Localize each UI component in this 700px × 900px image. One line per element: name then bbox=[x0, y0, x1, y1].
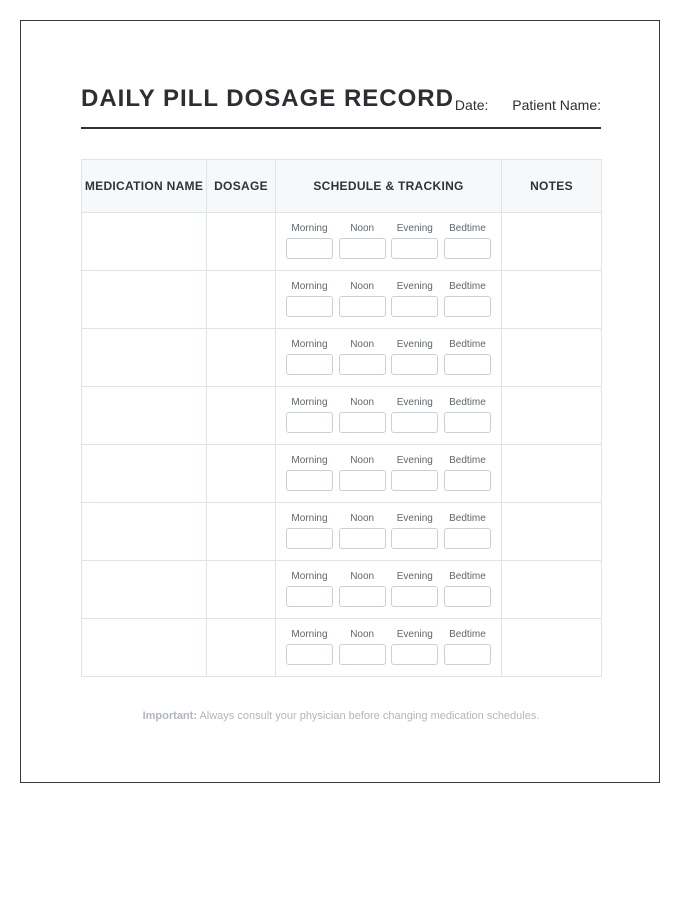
medication-name-cell[interactable] bbox=[82, 503, 207, 561]
schedule-cell bbox=[276, 329, 502, 387]
slot-label: Noon bbox=[350, 281, 375, 292]
schedule-slots bbox=[276, 213, 501, 259]
bedtime-checkbox[interactable] bbox=[444, 586, 491, 607]
important-label: Important: bbox=[142, 710, 197, 722]
morning-checkbox[interactable] bbox=[286, 412, 333, 433]
schedule-cell bbox=[276, 271, 502, 329]
table-row bbox=[82, 213, 602, 271]
morning-checkbox[interactable] bbox=[286, 470, 333, 491]
evening-checkbox[interactable] bbox=[391, 586, 438, 607]
slot-noon bbox=[339, 571, 386, 607]
notes-cell[interactable] bbox=[502, 271, 602, 329]
morning-checkbox[interactable] bbox=[286, 528, 333, 549]
schedule-slots bbox=[276, 445, 501, 491]
schedule-cell bbox=[276, 213, 502, 271]
evening-checkbox[interactable] bbox=[391, 412, 438, 433]
notes-cell[interactable] bbox=[502, 387, 602, 445]
table-row bbox=[82, 387, 602, 445]
notes-cell[interactable] bbox=[502, 329, 602, 387]
table-row bbox=[82, 619, 602, 677]
slot-label: Bedtime bbox=[449, 629, 486, 640]
slot-label: Morning bbox=[291, 513, 328, 524]
slot-bedtime bbox=[444, 223, 491, 259]
noon-checkbox[interactable] bbox=[339, 470, 386, 491]
date-label: Date: bbox=[454, 97, 489, 113]
bedtime-checkbox[interactable] bbox=[444, 296, 491, 317]
slot-label: Morning bbox=[291, 339, 328, 350]
page-title: DAILY PILL DOSAGE RECORD bbox=[81, 85, 454, 112]
medication-name-cell[interactable] bbox=[82, 213, 207, 271]
slot-morning bbox=[286, 339, 333, 375]
medication-name-cell[interactable] bbox=[82, 271, 207, 329]
schedule-slots bbox=[276, 503, 501, 549]
slot-bedtime bbox=[444, 397, 491, 433]
slot-label: Morning bbox=[291, 629, 328, 640]
slot-label: Evening bbox=[396, 223, 433, 234]
slot-label: Bedtime bbox=[449, 339, 486, 350]
slot-label: Bedtime bbox=[449, 281, 486, 292]
notes-header: NOTES bbox=[502, 160, 602, 213]
slot-morning bbox=[286, 397, 333, 433]
slot-label: Bedtime bbox=[449, 455, 486, 466]
slot-label: Noon bbox=[350, 629, 375, 640]
slot-label: Noon bbox=[350, 455, 375, 466]
dosage-table bbox=[81, 159, 602, 677]
slot-label: Evening bbox=[396, 455, 433, 466]
noon-checkbox[interactable] bbox=[339, 354, 386, 375]
evening-checkbox[interactable] bbox=[391, 296, 438, 317]
notes-cell[interactable] bbox=[502, 213, 602, 271]
schedule-tracking-header: SCHEDULE & TRACKING bbox=[276, 160, 502, 213]
table-row bbox=[82, 329, 602, 387]
dosage-cell[interactable] bbox=[207, 619, 276, 677]
slot-label: Noon bbox=[350, 397, 375, 408]
important-note bbox=[21, 710, 661, 722]
slot-morning bbox=[286, 223, 333, 259]
slot-noon bbox=[339, 455, 386, 491]
dosage-cell[interactable] bbox=[207, 445, 276, 503]
schedule-cell bbox=[276, 561, 502, 619]
slot-bedtime bbox=[444, 629, 491, 665]
schedule-slots bbox=[276, 387, 501, 433]
slot-morning bbox=[286, 455, 333, 491]
evening-checkbox[interactable] bbox=[391, 354, 438, 375]
medication-name-cell[interactable] bbox=[82, 445, 207, 503]
noon-checkbox[interactable] bbox=[339, 238, 386, 259]
slot-morning bbox=[286, 629, 333, 665]
slot-morning bbox=[286, 281, 333, 317]
record-sheet bbox=[20, 20, 660, 783]
morning-checkbox[interactable] bbox=[286, 644, 333, 665]
schedule-slots bbox=[276, 619, 501, 665]
morning-checkbox[interactable] bbox=[286, 238, 333, 259]
bedtime-checkbox[interactable] bbox=[444, 354, 491, 375]
slot-noon bbox=[339, 339, 386, 375]
bedtime-checkbox[interactable] bbox=[444, 470, 491, 491]
noon-checkbox[interactable] bbox=[339, 296, 386, 317]
dosage-cell[interactable] bbox=[207, 503, 276, 561]
slot-label: Morning bbox=[291, 397, 328, 408]
schedule-slots bbox=[276, 561, 501, 607]
patient-name-label: Patient Name: bbox=[512, 97, 601, 113]
bedtime-checkbox[interactable] bbox=[444, 238, 491, 259]
slot-evening bbox=[391, 339, 438, 375]
slot-label: Evening bbox=[396, 513, 433, 524]
schedule-slots bbox=[276, 271, 501, 317]
slot-noon bbox=[339, 223, 386, 259]
evening-checkbox[interactable] bbox=[391, 644, 438, 665]
noon-checkbox[interactable] bbox=[339, 528, 386, 549]
slot-label: Evening bbox=[396, 339, 433, 350]
table-row bbox=[82, 561, 602, 619]
dosage-cell[interactable] bbox=[207, 271, 276, 329]
slot-label: Morning bbox=[291, 223, 328, 234]
slot-bedtime bbox=[444, 455, 491, 491]
notes-cell[interactable] bbox=[502, 503, 602, 561]
noon-checkbox[interactable] bbox=[339, 644, 386, 665]
medication-name-cell[interactable] bbox=[82, 387, 207, 445]
slot-label: Bedtime bbox=[449, 571, 486, 582]
medication-name-cell[interactable] bbox=[82, 561, 207, 619]
dosage-header: DOSAGE bbox=[207, 160, 276, 213]
medication-name-header: MEDICATION NAME bbox=[82, 160, 207, 213]
noon-checkbox[interactable] bbox=[339, 412, 386, 433]
dosage-cell[interactable] bbox=[207, 213, 276, 271]
slot-evening bbox=[391, 397, 438, 433]
slot-label: Morning bbox=[291, 281, 328, 292]
dosage-cell[interactable] bbox=[207, 561, 276, 619]
schedule-slots bbox=[276, 329, 501, 375]
slot-bedtime bbox=[444, 513, 491, 549]
slot-label: Noon bbox=[350, 339, 375, 350]
important-text: Always consult your physician before changing medication schedules. bbox=[199, 710, 540, 722]
table-row bbox=[82, 271, 602, 329]
notes-cell[interactable] bbox=[502, 561, 602, 619]
slot-label: Evening bbox=[396, 629, 433, 640]
slot-label: Morning bbox=[291, 571, 328, 582]
evening-checkbox[interactable] bbox=[391, 528, 438, 549]
slot-label: Evening bbox=[396, 281, 433, 292]
morning-checkbox[interactable] bbox=[286, 586, 333, 607]
schedule-cell bbox=[276, 445, 502, 503]
slot-label: Noon bbox=[350, 223, 375, 234]
bedtime-checkbox[interactable] bbox=[444, 644, 491, 665]
bedtime-checkbox[interactable] bbox=[444, 412, 491, 433]
slot-evening bbox=[391, 455, 438, 491]
bedtime-checkbox[interactable] bbox=[444, 528, 491, 549]
slot-evening bbox=[391, 223, 438, 259]
dosage-cell[interactable] bbox=[207, 387, 276, 445]
slot-noon bbox=[339, 629, 386, 665]
slot-label: Bedtime bbox=[449, 223, 486, 234]
table-body bbox=[82, 213, 602, 677]
slot-noon bbox=[339, 513, 386, 549]
noon-checkbox[interactable] bbox=[339, 586, 386, 607]
morning-checkbox[interactable] bbox=[286, 354, 333, 375]
notes-cell[interactable] bbox=[502, 619, 602, 677]
table-header-row bbox=[82, 160, 602, 213]
slot-evening bbox=[391, 629, 438, 665]
medication-name-cell[interactable] bbox=[82, 329, 207, 387]
slot-label: Bedtime bbox=[449, 397, 486, 408]
slot-noon bbox=[339, 397, 386, 433]
schedule-cell bbox=[276, 619, 502, 677]
slot-morning bbox=[286, 513, 333, 549]
table-row bbox=[82, 503, 602, 561]
slot-label: Evening bbox=[396, 571, 433, 582]
slot-noon bbox=[339, 281, 386, 317]
slot-evening bbox=[391, 281, 438, 317]
slot-label: Morning bbox=[291, 455, 328, 466]
medication-name-cell[interactable] bbox=[82, 619, 207, 677]
slot-evening bbox=[391, 513, 438, 549]
evening-checkbox[interactable] bbox=[391, 470, 438, 491]
slot-bedtime bbox=[444, 339, 491, 375]
slot-label: Noon bbox=[350, 571, 375, 582]
slot-evening bbox=[391, 571, 438, 607]
table-row bbox=[82, 445, 602, 503]
slot-label: Bedtime bbox=[449, 513, 486, 524]
slot-bedtime bbox=[444, 571, 491, 607]
slot-morning bbox=[286, 571, 333, 607]
dosage-cell[interactable] bbox=[207, 329, 276, 387]
slot-label: Noon bbox=[350, 513, 375, 524]
schedule-cell bbox=[276, 503, 502, 561]
evening-checkbox[interactable] bbox=[391, 238, 438, 259]
record-meta bbox=[455, 97, 601, 113]
notes-cell[interactable] bbox=[502, 445, 602, 503]
schedule-cell bbox=[276, 387, 502, 445]
slot-label: Evening bbox=[396, 397, 433, 408]
slot-bedtime bbox=[444, 281, 491, 317]
morning-checkbox[interactable] bbox=[286, 296, 333, 317]
record-header bbox=[81, 85, 601, 129]
